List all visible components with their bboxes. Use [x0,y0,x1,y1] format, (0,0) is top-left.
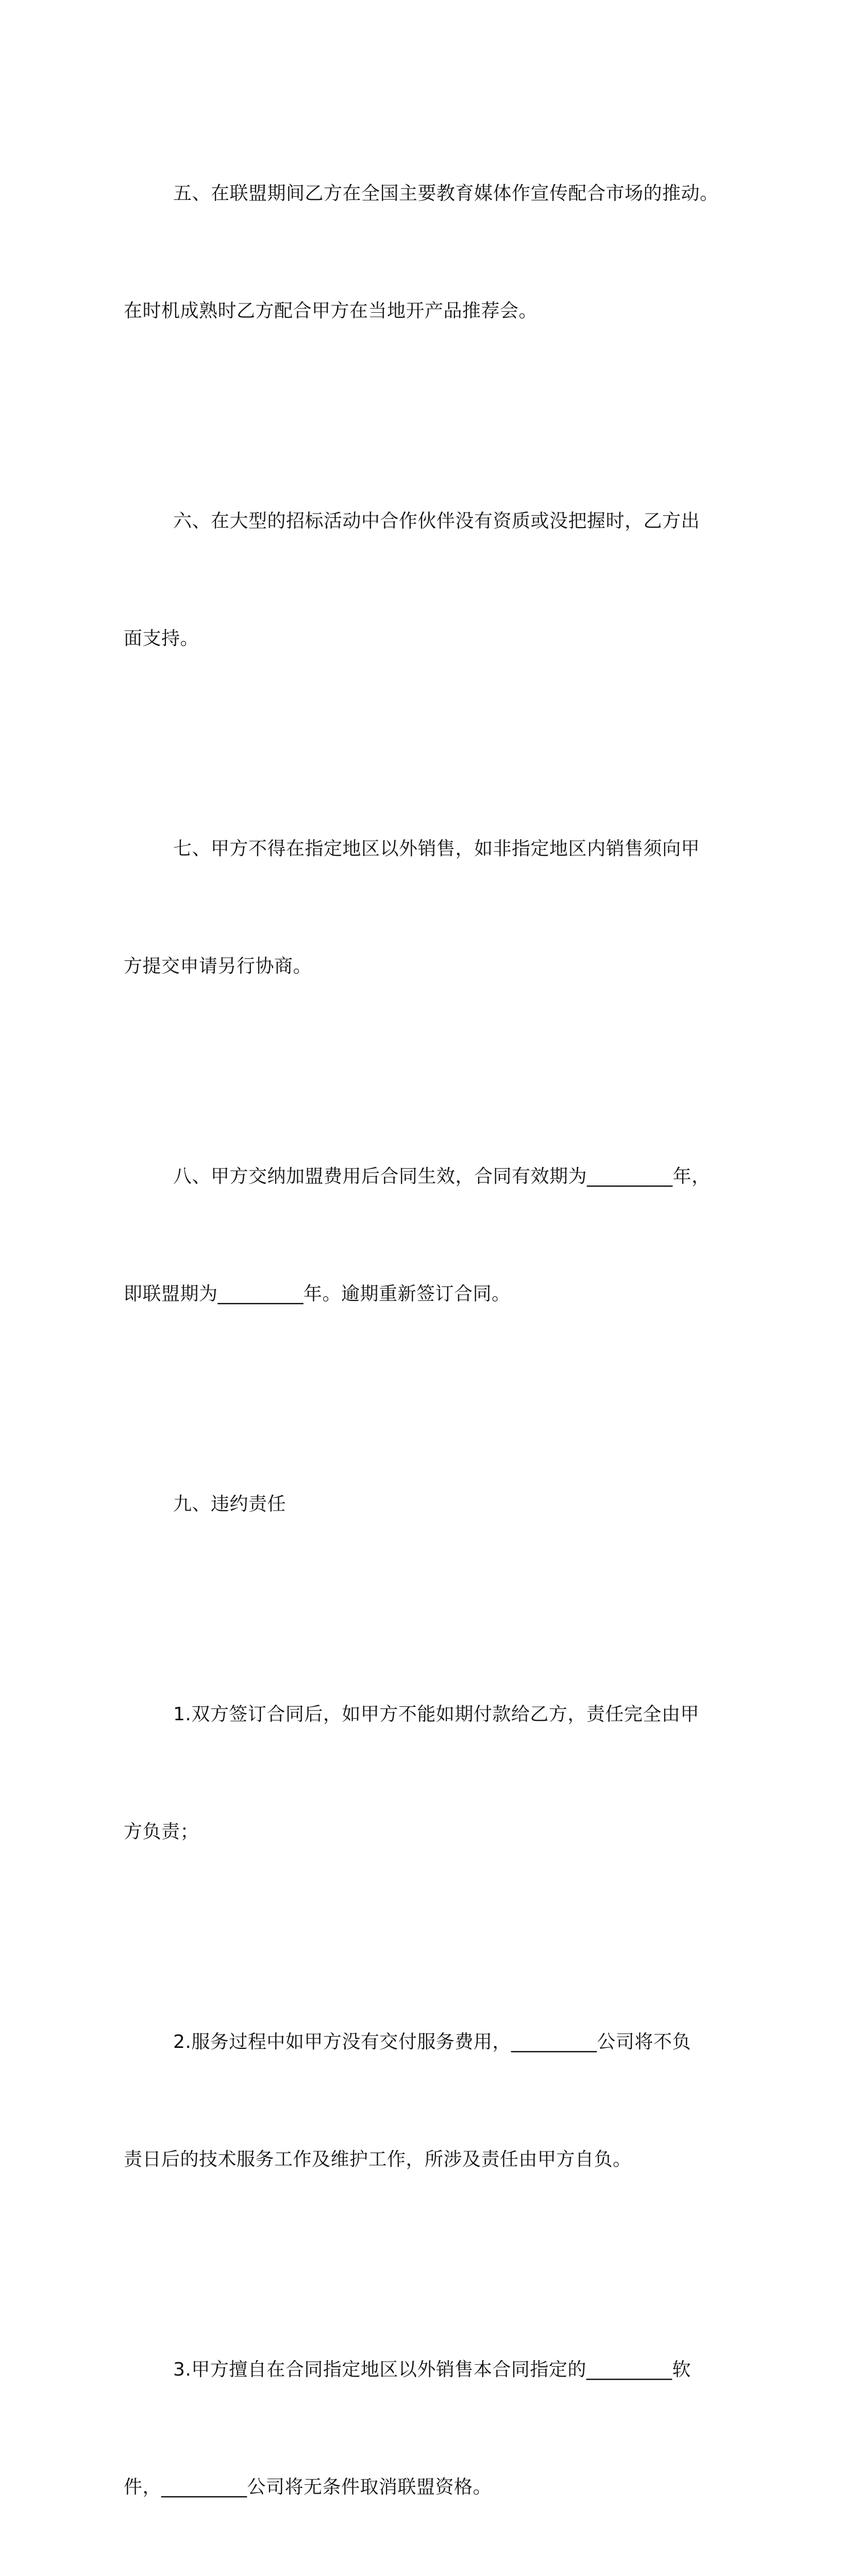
paragraph-7-sales-region [124,751,724,1064]
clause-1-payment [124,1617,724,1930]
paragraph-5-publicity [124,96,724,409]
paragraph-line: 即联盟期为_________年。逾期重新签订合同。 [124,1283,511,1304]
paragraph-line: 2.服务过程中如甲方没有交付服务费用，_________公司将不负 [173,2031,691,2053]
paragraph-line: 六、在大型的招标活动中合作伙伴没有资质或没把握时，乙方出 [173,511,700,532]
section-heading: 九、违约责任 [173,1494,287,1515]
section-heading-breach-liability [124,1406,724,1602]
clause-2-service-fees [124,1944,724,2258]
paragraph-line: 3.甲方擅自在合同指定地区以外销售本合同指定的_________软 [173,2359,691,2380]
paragraph-6-bidding-support [124,423,724,737]
paragraph-line: 面支持。 [124,628,199,649]
paragraph-line: 责日后的技术服务工作及维护工作，所涉及责任由甲方自负。 [124,2149,632,2170]
paragraph-line: 在时机成熟时乙方配合甲方在当地开产品推荐会。 [124,300,538,321]
document-body [124,96,724,2576]
paragraph-line: 1.双方签订合同后，如甲方不能如期付款给乙方，责任完全由甲 [173,1704,699,1725]
paragraph-line: 方提交申请另行协商。 [124,956,312,977]
paragraph-line: 八、甲方交纳加盟费用后合同生效，合同有效期为_________年， [173,1166,711,1187]
paragraph-line: 方负责； [124,1821,199,1842]
clause-3-unauthorized-sales [124,2272,724,2576]
paragraph-line: 七、甲方不得在指定地区以外销售，如非指定地区内销售须向甲 [173,838,700,859]
paragraph-8-contract-term [124,1079,724,1392]
paragraph-line: 件，_________公司将无条件取消联盟资格。 [124,2477,492,2498]
paragraph-line: 五、在联盟期间乙方在全国主要教育媒体作宣传配合市场的推动。 [173,183,719,204]
